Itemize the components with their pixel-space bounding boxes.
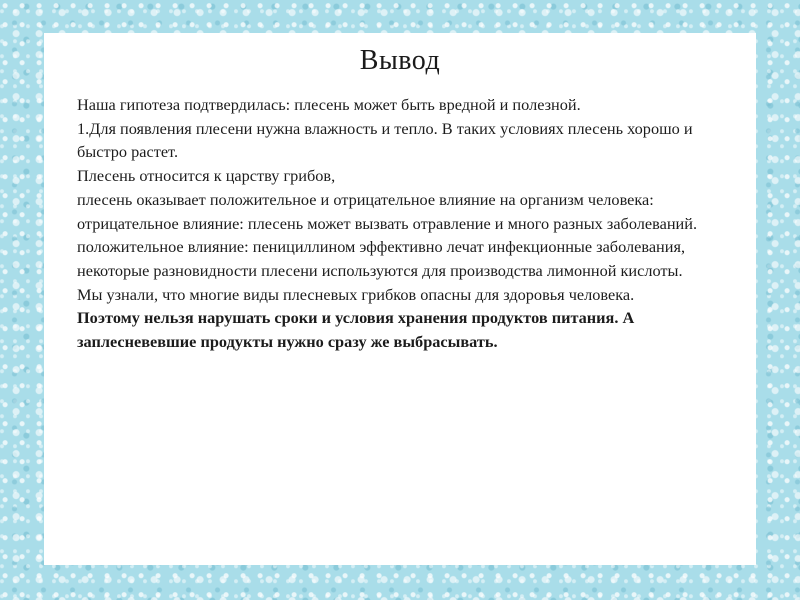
slide-title: Вывод <box>359 45 441 76</box>
hypothesis-paragraph: Наша гипотеза подтвердилась: плесень может быть вредной и полезной. <box>77 95 581 114</box>
learned-paragraph: Мы узнали, что многие виды плесневых грибков опасны для здоровья человека. <box>77 284 635 304</box>
slide-body <box>77 93 737 354</box>
conditions-paragraph: 1.Для появления плесени нужна влажность и тепло. В таких условиях плесень хорошо и быстро растет. <box>77 118 693 162</box>
conclusion-paragraph: Поэтому нельзя нарушать сроки и условия хранения продуктов питания. А заплесневевшие продукты нужно сразу же выбрасывать. <box>77 308 635 352</box>
negative-influence-paragraph: отрицательное влияние: плесень может вызвать отравление и много разных заболеваний. <box>77 213 698 233</box>
positive-influence-paragraph: положительное влияние: пенициллином эффективно лечат инфекционные заболевания, некоторые разновидности плесени используются для производства лимонной кислоты. <box>77 237 686 280</box>
slide-content-card <box>44 33 756 565</box>
kingdom-paragraph: Плесень относится к царству грибов, <box>77 166 336 186</box>
influence-paragraph: плесень оказывает положительное и отрицательное влияние на организм человека: <box>77 189 654 209</box>
